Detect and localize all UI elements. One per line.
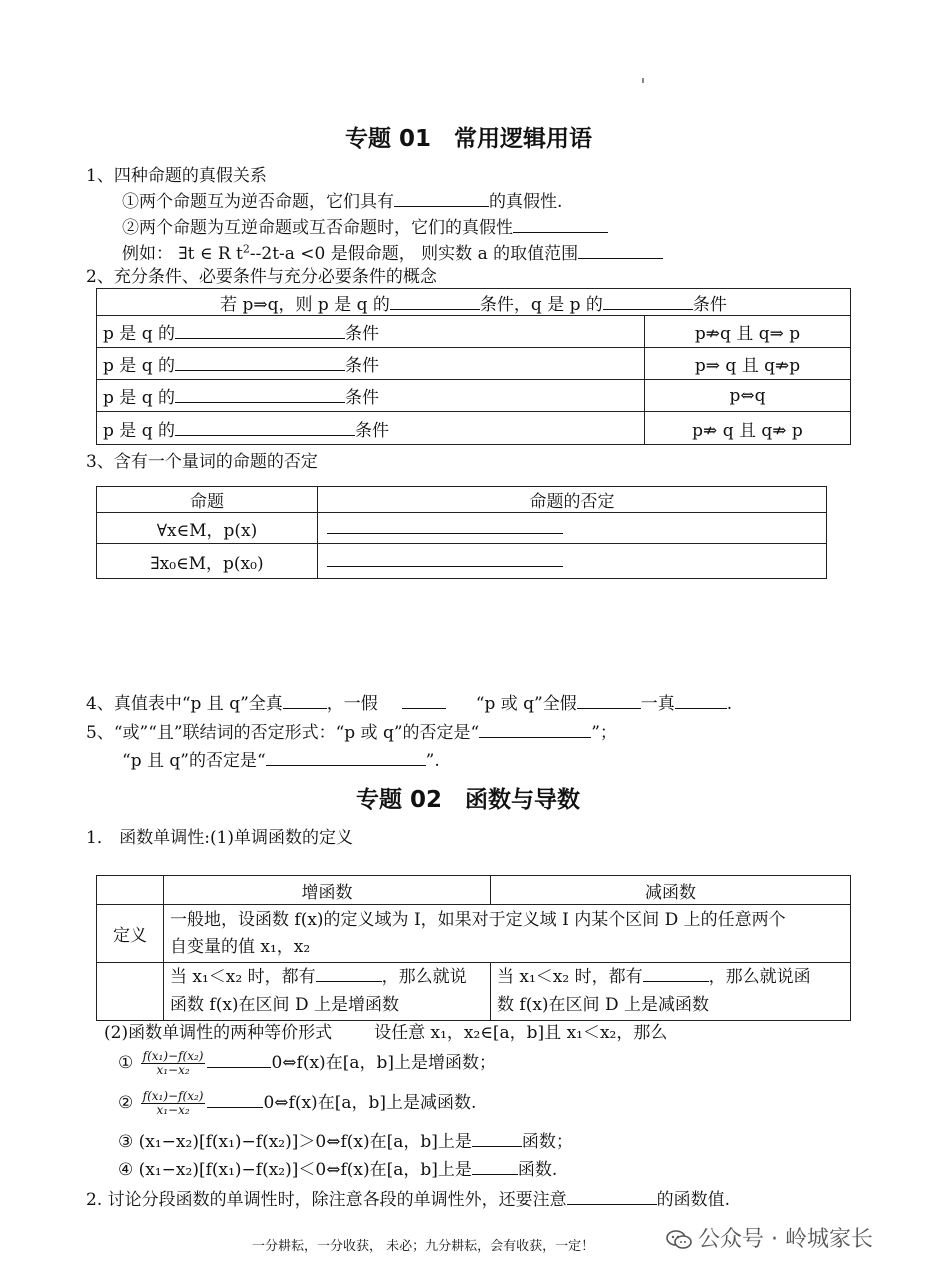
s1-example-a: 例如： ∃t ∈ R t — [122, 244, 243, 264]
empty-corner-cell — [97, 876, 164, 905]
quantifier-col-header: 命题 — [97, 487, 318, 513]
s5-b: ”； — [591, 723, 617, 743]
blank — [175, 354, 345, 371]
blank — [472, 1130, 522, 1147]
dec-text: ，那么就说函 — [708, 967, 811, 988]
topic2-item1: 1． 函数单调性:(1)单调函数的定义 — [86, 828, 354, 848]
eq2-tail: 0⇔f(x)在[a，b]上是减函数. — [263, 1093, 477, 1114]
blank — [175, 386, 345, 403]
row-suffix: 条件 — [344, 388, 379, 408]
eq1-tail: 0⇔f(x)在[a，b]上是增函数； — [271, 1053, 496, 1074]
eq3-b: 函数； — [521, 1132, 573, 1152]
blank — [207, 1091, 263, 1108]
difference-quotient — [141, 1090, 206, 1117]
condition-row-left — [97, 348, 645, 380]
dec-text: 当 x₁＜x₂ 时，都有 — [497, 967, 643, 988]
row-label: p 是 q 的 — [103, 420, 175, 441]
eq3-a: ③ (x₁−x₂)[f(x₁)−f(x₂)]＞0⇔f(x)在[a，b]上是 — [118, 1132, 472, 1152]
blank — [479, 721, 591, 738]
row-label: p 是 q 的 — [103, 324, 175, 344]
blank — [390, 293, 480, 310]
s2-heading: 2、充分条件、必要条件与充分必要条件的概念 — [86, 267, 437, 287]
s1-example — [122, 242, 663, 265]
blank — [513, 216, 608, 233]
s3-heading: 3、含有一个量词的命题的否定 — [86, 452, 318, 472]
condition-row-right: p⇏q 且 q⇒ p — [645, 316, 851, 348]
monotonic-table — [96, 875, 851, 1021]
increasing-header: 增函数 — [164, 876, 491, 905]
equivalence-4 — [118, 1158, 557, 1181]
condition-row-left — [97, 380, 645, 412]
blank — [207, 1051, 271, 1068]
s1-example-sup: 2 — [242, 242, 250, 256]
fraction-numerator: f(x₁)−f(x₂) — [142, 1089, 204, 1103]
topic2-item2 — [86, 1188, 730, 1211]
s4-b: ，一假 — [326, 694, 378, 714]
definition-line2: 自变量的值 x₁，x₂ — [170, 936, 311, 957]
blank — [643, 965, 709, 982]
quantifier-row: ∃x₀∈M，p(x₀) — [97, 544, 318, 579]
s4-e: . — [726, 694, 733, 714]
eq4-a: ④ (x₁−x₂)[f(x₁)−f(x₂)]＜0⇔f(x)在[a，b]上是 — [118, 1160, 472, 1180]
page-mark — [642, 78, 644, 83]
item2-a: 2. 讨论分段函数的单调性时，除注意各段的单调性外，还要注意 — [86, 1190, 567, 1210]
blank — [266, 749, 426, 766]
s1-line2-text: ②两个命题为互逆命题或互否命题时，它们的真假性 — [122, 218, 513, 238]
condition-row-left — [97, 412, 645, 445]
header-c: 条件 — [692, 294, 727, 315]
s4-line — [86, 692, 732, 715]
increasing-line1 — [170, 964, 484, 991]
topic2-title: 专题 02 函数与导数 — [356, 787, 581, 813]
blank — [567, 1188, 657, 1205]
decreasing-header: 减函数 — [491, 876, 851, 905]
conditions-table — [96, 288, 851, 445]
equivalent-heading-a: (2)函数单调性的两种等价形式 — [104, 1023, 333, 1043]
negation-cell — [318, 544, 827, 579]
blank — [175, 419, 355, 436]
equivalence-2 — [118, 1090, 476, 1117]
s5-a: 5、“或”“且”联结词的否定形式：“p 或 q”的否定是“ — [86, 723, 480, 743]
wechat-icon — [666, 1230, 692, 1250]
quantifier-table — [96, 486, 827, 579]
equivalent-heading-b: 设任意 x₁，x₂∈[a，b]且 x₁＜x₂，那么 — [374, 1023, 668, 1043]
s5-line — [86, 721, 617, 744]
s5-d: ”. — [425, 751, 440, 771]
decreasing-line2: 数 f(x)在区间 D 上是减函数 — [497, 994, 709, 1015]
fraction-denominator: x₁−x₂ — [156, 1063, 190, 1078]
increasing-line2: 函数 f(x)在区间 D 上是增函数 — [170, 994, 399, 1015]
row-label: p 是 q 的 — [103, 388, 175, 408]
condition-row-right: p⇏ q 且 q⇏ p — [645, 412, 851, 445]
s1-heading: 1、四种命题的真假关系 — [86, 166, 267, 186]
negation-cell — [318, 513, 827, 544]
row-label: p 是 q 的 — [103, 356, 175, 376]
s4-d: 一真 — [640, 694, 675, 714]
quantifier-row: ∀x∈M，p(x) — [97, 513, 318, 544]
s1-line1 — [122, 190, 562, 213]
definition-cell — [164, 905, 851, 963]
s4-c: “p 或 q”全假 — [475, 694, 577, 714]
footer-motto: 一分耕耘，一分收获， 未必；九分耕耘，会有收获，一定！ — [252, 1239, 595, 1254]
difference-quotient — [141, 1050, 206, 1077]
decreasing-line1 — [497, 964, 844, 991]
s1-example-b: --2t-a <0 是假命题， 则实数 a 的取值范围 — [249, 244, 579, 264]
equivalence-3 — [118, 1130, 573, 1153]
increasing-cell — [164, 963, 491, 1021]
watermark — [666, 1226, 873, 1255]
blank — [327, 550, 563, 567]
s5-line2 — [122, 749, 440, 772]
eq2-mark: ② — [118, 1093, 134, 1114]
definition-line1: 一般地，设函数 f(x)的定义域为 I，如果对于定义域 I 内某个区间 D 上的任意两个 — [170, 910, 786, 931]
definition-label: 定义 — [97, 905, 164, 963]
fraction-denominator: x₁−x₂ — [156, 1103, 190, 1118]
s1-line2 — [122, 216, 608, 239]
blank — [675, 692, 727, 709]
empty-label-cell — [97, 963, 164, 1021]
eq1-mark: ① — [118, 1053, 134, 1074]
row-suffix: 条件 — [344, 356, 379, 376]
blank — [402, 692, 446, 709]
decreasing-cell — [491, 963, 851, 1021]
equivalent-heading — [104, 1022, 667, 1044]
topic1-title: 专题 01 常用逻辑用语 — [345, 126, 593, 152]
watermark-text: 公众号 · 岭城家长 — [698, 1227, 873, 1252]
condition-row-left — [97, 316, 645, 348]
blank — [472, 1158, 518, 1175]
blank — [327, 517, 563, 534]
blank — [578, 242, 663, 259]
blank — [577, 692, 641, 709]
s1-line1-a: ①两个命题互为逆否命题，它们具有 — [122, 192, 394, 212]
s4-a: 4、真值表中“p 且 q”全真 — [86, 694, 283, 714]
condition-row-right: p⇔q — [645, 380, 851, 412]
s1-line1-b: 的真假性. — [489, 192, 563, 212]
s5-c: “p 且 q”的否定是“ — [122, 751, 266, 771]
row-suffix: 条件 — [344, 324, 379, 344]
header-b: 条件，q 是 p 的 — [479, 294, 603, 315]
eq4-b: 函数. — [517, 1160, 558, 1180]
blank — [603, 293, 693, 310]
blank — [175, 322, 345, 339]
blank — [394, 190, 489, 207]
item2-b: 的函数值. — [656, 1190, 731, 1210]
inc-text: 当 x₁＜x₂ 时，都有 — [170, 967, 316, 988]
negation-col-header: 命题的否定 — [318, 487, 827, 513]
inc-text: ，那么就说 — [381, 967, 467, 988]
fraction-numerator: f(x₁)−f(x₂) — [142, 1049, 204, 1063]
blank — [283, 692, 327, 709]
conditions-header — [97, 289, 851, 316]
header-a: 若 p⇒q，则 p 是 q 的 — [220, 294, 390, 315]
row-suffix: 条件 — [354, 420, 389, 441]
condition-row-right: p⇒ q 且 q⇏p — [645, 348, 851, 380]
equivalence-1 — [118, 1050, 496, 1077]
blank — [316, 965, 382, 982]
